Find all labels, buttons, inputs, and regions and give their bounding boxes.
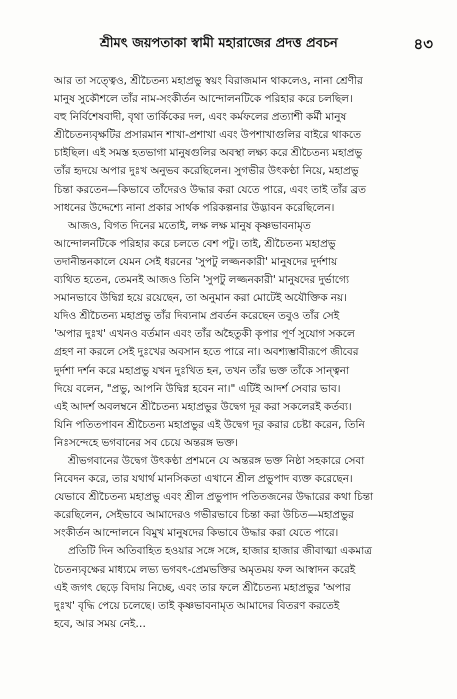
text-line: বহু নির্বিশেষবাদী, বৃথা তার্কিকের দল, এবং কর্মফলের প্রত্যাশী কর্মী মানুষ	[54, 111, 347, 124]
body-text	[54, 72, 428, 692]
text-line: তাঁর হৃদয়ে অপার দুঃখ অনুভব করেছিলেন। সুগভীর উৎকণ্ঠা নিয়ে, মহাপ্রভু	[54, 165, 359, 178]
text-line: যিনি পতিতপাবন শ্রীচৈতন্য মহাপ্রভুর এই উদ্বেগ দূর করার চেষ্টা করেন, তিনি	[54, 418, 365, 431]
running-header: শ্রীমৎ জয়পতাকা স্বামী মহারাজের প্রদত্ত প্রবচন	[100, 36, 338, 51]
text-line: সংকীর্তন আন্দোলনে বিমুখ মানুষদের কিভাবে উদ্ধার করা যেতে পারে।	[54, 527, 339, 540]
text-line: 'অপার দুঃখ' এখনও বর্তমান এবং তাঁর অহৈতুকী কৃপার পূর্ণ সুযোগ সকলে	[54, 328, 355, 341]
text-line: চিন্তা করতেন—কিভাবে তাঁদেরও উদ্ধার করা যেতে পারে, এবং তাই তাঁর ব্রত	[54, 183, 366, 196]
text-line: আন্দোলনটিকে পরিহার করে চলতে বেশ পটু। তাই, শ্রীচৈতন্য মহাপ্রভু	[54, 237, 336, 250]
page-number: ৪৩	[413, 35, 433, 53]
text-line: দিয়ে বলেন, "প্রভু, আপনি উদ্বিগ্ন হবেন না।" এটিই আদর্শ সেবার ভাব।	[54, 382, 341, 395]
text-line: চৈতন্যবৃক্ষের মাধ্যমে লভ্য ভগবৎ-প্রেমভক্তির অমৃতময় ফল আস্বাদন করেই	[54, 563, 356, 576]
text-line: করেছিলেন, সেইভাবে আমাদেরও গভীরভাবে চিন্তা করা উচিত—মহাপ্রভুর	[54, 509, 354, 522]
text-line: গ্রহণ না করলে সেই দুঃখের অবসান হতে পারে না। অবশ্যম্ভাবীরূপে জীবের	[54, 346, 359, 359]
text-line: সাধনের উদ্দেশ্যে নানা প্রকার সার্থক পরিকল্পনার উদ্ভাবন করেছিলেন।	[54, 201, 335, 214]
text-line: দুঃখ' বৃদ্ধি পেয়ে চলেছে। তাই কৃষ্ণভাবনামৃত আমাদের বিতরণ করতেই	[54, 599, 340, 612]
text-line: তদানীন্তনকালে যেমন সেই ধরনের 'সুপটু লজ্জনকারী' মানুষদের দুর্দশায়	[54, 255, 338, 268]
text-line: হবে, আর সময় নেই…	[54, 617, 146, 630]
text-line: এই জগৎ ছেড়ে বিদায় নিচ্ছে, এবং তার ফলে শ্রীচৈতন্য মহাপ্রভুর 'অপার	[54, 581, 351, 594]
text-line: নিবেদন করে, তার যথার্থ মানসিকতা এখানে শ্রীল প্রভুপাদ ব্যক্ত করেছেন।	[54, 473, 353, 486]
text-line: যেভাবে শ্রীচৈতন্য মহাপ্রভু এবং শ্রীল প্রভুপাদ পতিতজনের উদ্ধারের কথা চিন্তা	[54, 491, 374, 504]
text-line: মানুষ সুকৌশলে তাঁর নাম-সংকীর্তন আন্দোলনটিকে পরিহার করে চলছিল।	[54, 93, 353, 106]
text-line: শ্রীচৈতন্যবৃক্ষটির প্রসারমান শাখা-প্রশাখা এবং উপশাখাগুলির বাইরে থাকতে	[54, 129, 361, 142]
paragraph-start-line: প্রতিটি দিন অতিবাহিত হওয়ার সঙ্গে সঙ্গে, হাজার হাজার জীবাত্মা একমাত্র	[68, 545, 372, 558]
text-line: যদিও শ্রীচৈতন্য মহাপ্রভু তাঁর দিব্যনাম প্রবর্তন করেছেন তবুও তাঁর সেই	[54, 310, 340, 323]
paragraph-start-line: শ্রীভগবানের উদ্বেগ উৎকণ্ঠা প্রশমনে যে অন্তরঙ্গ ভক্ত নিষ্ঠা সহকারে সেবা	[68, 454, 365, 467]
text-line: ব্যথিত হতেন, তেমনই আজও তিনি 'সুপটু লজ্জনকারী' মানুষদের দুর্ভাগ্যে	[54, 274, 349, 287]
text-line: দুর্দশা দর্শন করে মহাপ্রভু যখন দুঃখিত হন, তখন তাঁর ভক্ত তাঁকে সান্ত্বনা	[54, 364, 350, 377]
text-line: এই আদর্শ অবলম্বনে শ্রীচৈতন্য মহাপ্রভুর উদ্বেগ দূর করা সকলেরই কর্তব্য।	[54, 400, 352, 413]
text-line: সমানভাবে উদ্বিগ্ন হয়ে রয়েছেন, তা অনুমান করা মোটেই অযৌক্তিক নয়।	[54, 292, 347, 305]
paragraph-start-line: আজও, বিগত দিনের মতোই, লক্ষ লক্ষ মানুষ কৃষ্ণভাবনামৃত	[68, 219, 311, 232]
text-line: নিঃসন্দেহে ভগবানের সব চেয়ে অন্তরঙ্গ ভক্ত।	[54, 436, 238, 449]
text-line: আর তা সত্ত্বেও, শ্রীচৈতন্য মহাপ্রভু স্বয়ং বিরাজমান থাকলেও, নানা শ্রেণীর	[54, 75, 363, 87]
text-line: চাইছিল। এই সমস্ত হতভাগা মানুষগুলির অবস্থা লক্ষ্য করে শ্রীচৈতন্য মহাপ্রভু	[54, 147, 363, 160]
